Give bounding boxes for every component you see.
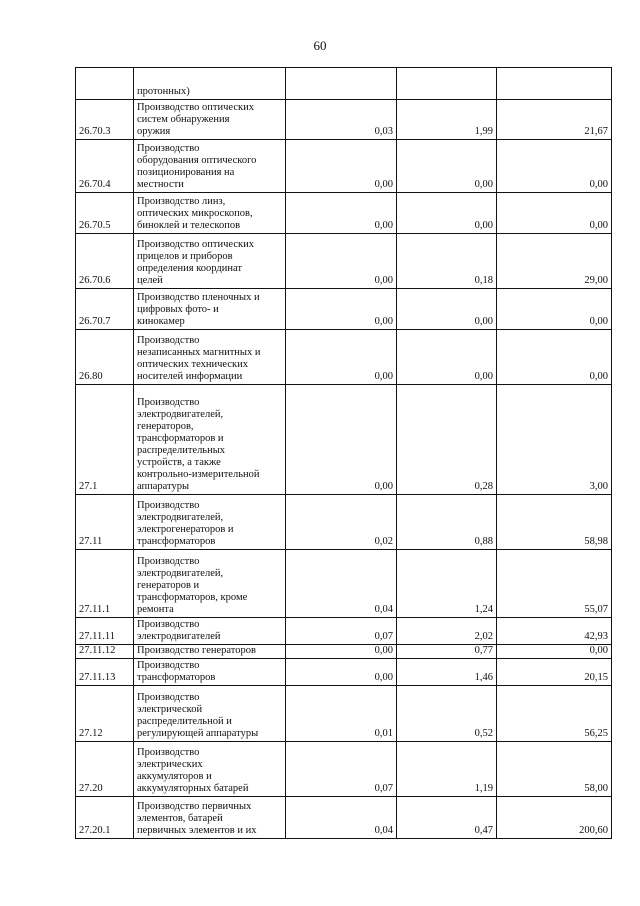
value-3-cell xyxy=(497,330,612,385)
activity-name-text: Производство незаписанных магнитных и оптических технических носителей информации xyxy=(137,335,261,382)
value-1-cell xyxy=(286,330,397,385)
value-3-text: 21,67 xyxy=(584,126,608,137)
activity-name-text: Производство электродвигателей, генераторов, трансформаторов и распределительных устройств, а также контрольно-измерительной аппаратуры xyxy=(137,397,260,492)
table-row xyxy=(76,140,612,193)
value-3-cell xyxy=(497,618,612,645)
okved-code-cell xyxy=(76,495,134,550)
activity-name-text: Производство линз, оптических микроскопов, биноклей и телескопов xyxy=(137,196,253,231)
value-2-text: 1,24 xyxy=(474,604,493,615)
activity-name-text: Производство трансформаторов xyxy=(137,660,216,683)
value-3-cell xyxy=(497,234,612,289)
value-1-text: 0,00 xyxy=(374,645,393,656)
okved-code-text: 27.20 xyxy=(79,783,103,794)
page-number: 60 xyxy=(313,38,327,53)
activity-name-cell xyxy=(134,385,286,495)
value-2-text: 0,88 xyxy=(474,536,493,547)
value-1-text: 0,02 xyxy=(374,536,393,547)
statistics-table xyxy=(75,67,612,839)
activity-name-cell xyxy=(134,618,286,645)
activity-name-text: Производство оптических систем обнаружения оружия xyxy=(137,102,254,137)
okved-code-text: 26.70.3 xyxy=(79,126,111,137)
value-3-text: 0,00 xyxy=(589,371,608,382)
activity-name-text: Производство оптических прицелов и приборов определения координат целей xyxy=(137,239,254,286)
okved-code-cell xyxy=(76,193,134,234)
okved-code-cell xyxy=(76,385,134,495)
table-row xyxy=(76,659,612,686)
activity-name-cell xyxy=(134,193,286,234)
value-3-text: 0,00 xyxy=(589,645,608,656)
table-row xyxy=(76,330,612,385)
activity-name-cell xyxy=(134,495,286,550)
activity-name-text: Производство электродвигателей xyxy=(137,619,221,642)
value-1-cell xyxy=(286,495,397,550)
value-3-text: 0,00 xyxy=(589,179,608,190)
value-1-text: 0,00 xyxy=(374,672,393,683)
value-1-text: 0,00 xyxy=(374,179,393,190)
table-row xyxy=(76,645,612,659)
value-3-text: 58,98 xyxy=(584,536,608,547)
table-row xyxy=(76,618,612,645)
table-row xyxy=(76,550,612,618)
value-1-cell xyxy=(286,289,397,330)
value-2-cell xyxy=(397,330,497,385)
value-1-text: 0,03 xyxy=(374,126,393,137)
value-3-text: 0,00 xyxy=(589,220,608,231)
activity-name-cell xyxy=(134,659,286,686)
okved-code-text: 27.20.1 xyxy=(79,825,111,836)
okved-code-text: 26.70.7 xyxy=(79,316,111,327)
okved-code-cell xyxy=(76,234,134,289)
activity-name-cell xyxy=(134,140,286,193)
value-1-text: 0,07 xyxy=(374,631,393,642)
okved-code-text: 26.70.4 xyxy=(79,179,111,190)
value-1-text: 0,00 xyxy=(374,371,393,382)
value-2-text: 1,99 xyxy=(474,126,493,137)
table-row xyxy=(76,289,612,330)
value-2-cell xyxy=(397,550,497,618)
activity-name-cell xyxy=(134,742,286,797)
okved-code-cell xyxy=(76,68,134,100)
table-row xyxy=(76,193,612,234)
value-2-text: 0,28 xyxy=(474,481,493,492)
value-3-text: 58,00 xyxy=(584,783,608,794)
table-row xyxy=(76,234,612,289)
okved-code-text: 27.11 xyxy=(79,536,103,547)
value-1-cell xyxy=(286,140,397,193)
activity-name-text: Производство пленочных и цифровых фото- и кинокамер xyxy=(137,292,260,327)
value-2-cell xyxy=(397,140,497,193)
okved-code-cell xyxy=(76,100,134,140)
okved-code-cell xyxy=(76,289,134,330)
value-3-cell xyxy=(497,68,612,100)
value-1-text: 0,00 xyxy=(374,275,393,286)
okved-code-text: 27.12 xyxy=(79,728,103,739)
value-2-text: 1,46 xyxy=(474,672,493,683)
value-2-text: 0,77 xyxy=(474,645,493,656)
value-2-cell xyxy=(397,742,497,797)
okved-code-text: 27.11.13 xyxy=(79,672,116,683)
value-2-cell xyxy=(397,100,497,140)
value-2-text: 0,00 xyxy=(474,316,493,327)
value-3-cell xyxy=(497,100,612,140)
activity-name-cell xyxy=(134,645,286,659)
okved-code-text: 27.11.1 xyxy=(79,604,111,615)
value-1-cell xyxy=(286,193,397,234)
table-row xyxy=(76,686,612,742)
activity-name-text: Производство генераторов xyxy=(137,645,256,656)
value-1-cell xyxy=(286,618,397,645)
activity-name-cell xyxy=(134,68,286,100)
okved-code-text: 27.11.12 xyxy=(79,645,116,656)
value-2-cell xyxy=(397,289,497,330)
value-2-text: 0,52 xyxy=(474,728,493,739)
value-1-cell xyxy=(286,385,397,495)
value-3-cell xyxy=(497,797,612,839)
value-1-cell xyxy=(286,659,397,686)
okved-code-cell xyxy=(76,659,134,686)
value-1-text: 0,01 xyxy=(374,728,393,739)
value-3-cell xyxy=(497,686,612,742)
value-2-cell xyxy=(397,645,497,659)
okved-code-cell xyxy=(76,645,134,659)
value-2-text: 1,19 xyxy=(474,783,493,794)
value-2-cell xyxy=(397,659,497,686)
okved-code-cell xyxy=(76,330,134,385)
value-1-cell xyxy=(286,645,397,659)
value-1-cell xyxy=(286,234,397,289)
activity-name-text: Производство первичных элементов, батарей первичных элементов и их xyxy=(137,801,257,836)
value-3-text: 0,00 xyxy=(589,316,608,327)
value-1-cell xyxy=(286,550,397,618)
value-2-text: 0,47 xyxy=(474,825,493,836)
okved-code-text: 26.70.5 xyxy=(79,220,111,231)
value-3-cell xyxy=(497,659,612,686)
value-3-text: 3,00 xyxy=(589,481,608,492)
value-1-text: 0,04 xyxy=(374,604,393,615)
table-row xyxy=(76,68,612,100)
value-3-text: 29,00 xyxy=(584,275,608,286)
table-row xyxy=(76,385,612,495)
value-2-cell xyxy=(397,193,497,234)
table-body xyxy=(76,68,612,839)
activity-name-cell xyxy=(134,550,286,618)
value-3-text: 55,07 xyxy=(584,604,608,615)
okved-code-cell xyxy=(76,742,134,797)
value-1-cell xyxy=(286,742,397,797)
okved-code-text: 26.70.6 xyxy=(79,275,111,286)
activity-name-cell xyxy=(134,100,286,140)
activity-name-text: Производство электрических аккумуляторов и аккумуляторных батарей xyxy=(137,747,249,794)
value-2-cell xyxy=(397,495,497,550)
value-3-cell xyxy=(497,193,612,234)
activity-name-cell xyxy=(134,234,286,289)
activity-name-cell xyxy=(134,289,286,330)
value-1-text: 0,04 xyxy=(374,825,393,836)
value-3-cell xyxy=(497,289,612,330)
value-1-cell xyxy=(286,686,397,742)
value-2-text: 0,00 xyxy=(474,179,493,190)
table-row xyxy=(76,742,612,797)
value-1-cell xyxy=(286,100,397,140)
value-3-text: 20,15 xyxy=(584,672,608,683)
value-2-cell xyxy=(397,68,497,100)
okved-code-cell xyxy=(76,140,134,193)
value-2-text: 2,02 xyxy=(474,631,493,642)
value-1-text: 0,00 xyxy=(374,481,393,492)
activity-name-text: Производство электрической распределительной и регулирующей аппаратуры xyxy=(137,692,259,739)
activity-name-cell xyxy=(134,686,286,742)
value-3-text: 200,60 xyxy=(579,825,608,836)
value-3-cell xyxy=(497,645,612,659)
activity-name-text: Производство электродвигателей, электрогенераторов и трансформаторов xyxy=(137,500,234,547)
value-1-cell xyxy=(286,68,397,100)
value-3-cell xyxy=(497,742,612,797)
value-3-cell xyxy=(497,495,612,550)
value-2-text: 0,00 xyxy=(474,371,493,382)
value-1-text: 0,00 xyxy=(374,220,393,231)
okved-code-cell xyxy=(76,686,134,742)
activity-name-cell xyxy=(134,330,286,385)
activity-name-text: Производство электродвигателей, генераторов и трансформаторов, кроме ремонта xyxy=(137,556,248,615)
value-2-cell xyxy=(397,686,497,742)
value-1-cell xyxy=(286,797,397,839)
value-3-cell xyxy=(497,140,612,193)
value-2-text: 0,18 xyxy=(474,275,493,286)
value-3-text: 56,25 xyxy=(584,728,608,739)
value-2-cell xyxy=(397,234,497,289)
value-1-text: 0,07 xyxy=(374,783,393,794)
okved-code-cell xyxy=(76,550,134,618)
okved-code-text: 27.1 xyxy=(79,481,98,492)
value-1-text: 0,00 xyxy=(374,316,393,327)
value-2-cell xyxy=(397,385,497,495)
value-3-text: 42,93 xyxy=(584,631,608,642)
value-3-cell xyxy=(497,550,612,618)
value-2-cell xyxy=(397,618,497,645)
okved-code-text: 27.11.11 xyxy=(79,631,115,642)
okved-code-cell xyxy=(76,618,134,645)
value-2-cell xyxy=(397,797,497,839)
activity-name-text: протонных) xyxy=(137,86,190,97)
value-3-cell xyxy=(497,385,612,495)
table-row xyxy=(76,100,612,140)
okved-code-text: 26.80 xyxy=(79,371,103,382)
okved-code-cell xyxy=(76,797,134,839)
table-row xyxy=(76,797,612,839)
activity-name-text: Производство оборудования оптического позиционирования на местности xyxy=(137,143,257,190)
table-row xyxy=(76,495,612,550)
activity-name-cell xyxy=(134,797,286,839)
value-2-text: 0,00 xyxy=(474,220,493,231)
